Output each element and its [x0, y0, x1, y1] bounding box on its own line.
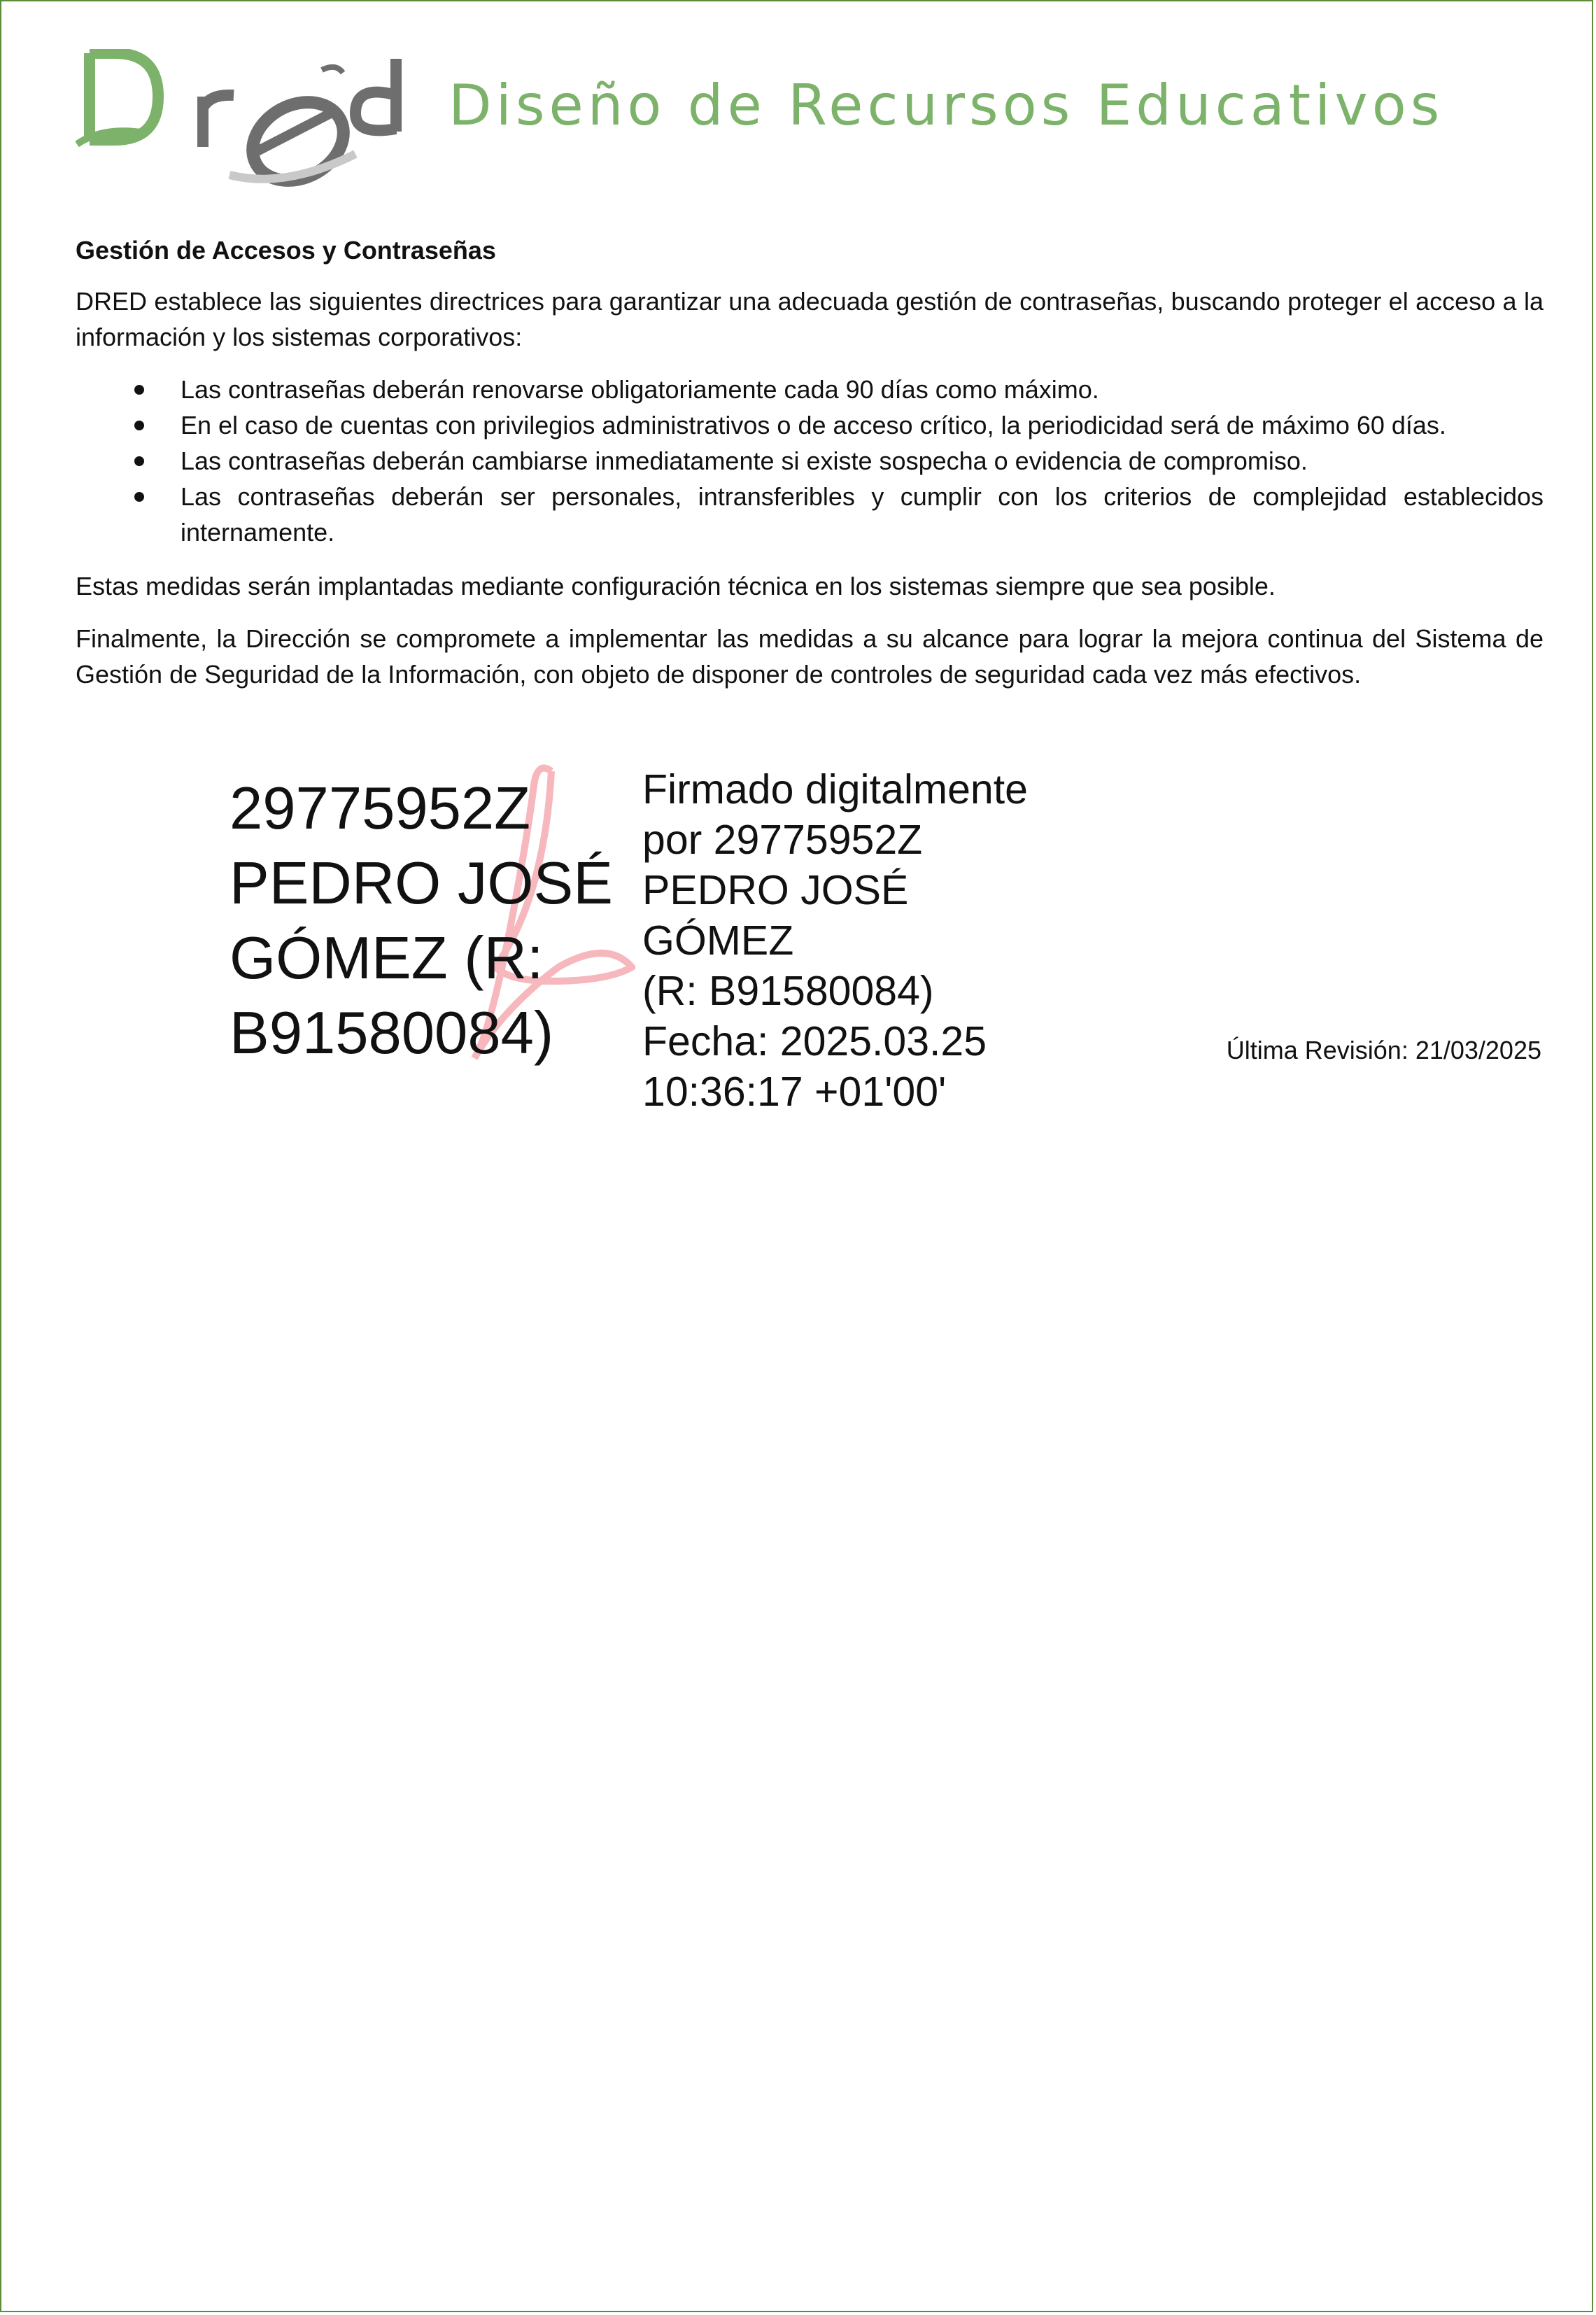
password-rules-list — [76, 372, 1544, 550]
list-item: Las contraseñas deberán renovarse obligatoriamente cada 90 días como máximo. — [181, 372, 1544, 407]
closing-paragraph: Finalmente, la Dirección se compromete a implementar las medidas a su alcance para lograr la mejora continua del Sistema de Gestión de Seguridad de la Información, con objeto de disponer de controles de seguridad cada vez más efectivos. — [76, 624, 1544, 689]
brand-name: Diseño de Recursos Educativos — [449, 73, 1444, 138]
signature-details: Firmado digitalmente por 29775952Z PEDRO JOSÉ GÓMEZ (R: B91580084) Fecha: 2025.03.25 10:36:17 +01'00' — [642, 766, 1028, 1115]
section-heading: Gestión de Accesos y Contraseñas — [76, 236, 496, 265]
list-item: En el caso de cuentas con privilegios administrativos o de acceso crítico, la periodicidad será de máximo 60 días. — [181, 407, 1544, 443]
document-body — [76, 232, 1544, 709]
last-revision: Última Revisión: 21/03/2025 — [1226, 1036, 1541, 1064]
intro-paragraph: DRED establece las siguientes directrices para garantizar una adecuada gestión de contraseñas, buscando proteger el acceso a la información y los sistemas corporativos: — [76, 287, 1544, 351]
page-header — [76, 49, 1444, 189]
signer-name-block: 29775952Z PEDRO JOSÉ GÓMEZ (R: B91580084) — [229, 775, 613, 1067]
list-item: Las contraseñas deberán cambiarse inmediatamente si existe sospecha o evidencia de compromiso. — [181, 443, 1544, 479]
dred-logo — [76, 49, 404, 189]
measures-paragraph: Estas medidas serán implantadas mediante configuración técnica en los sistemas siempre que sea posible. — [76, 572, 1276, 600]
list-item: Las contraseñas deberán ser personales, intransferibles y cumplir con los criterios de complejidad establecidos internamente. — [181, 479, 1544, 550]
digital-signature — [229, 757, 1069, 1115]
